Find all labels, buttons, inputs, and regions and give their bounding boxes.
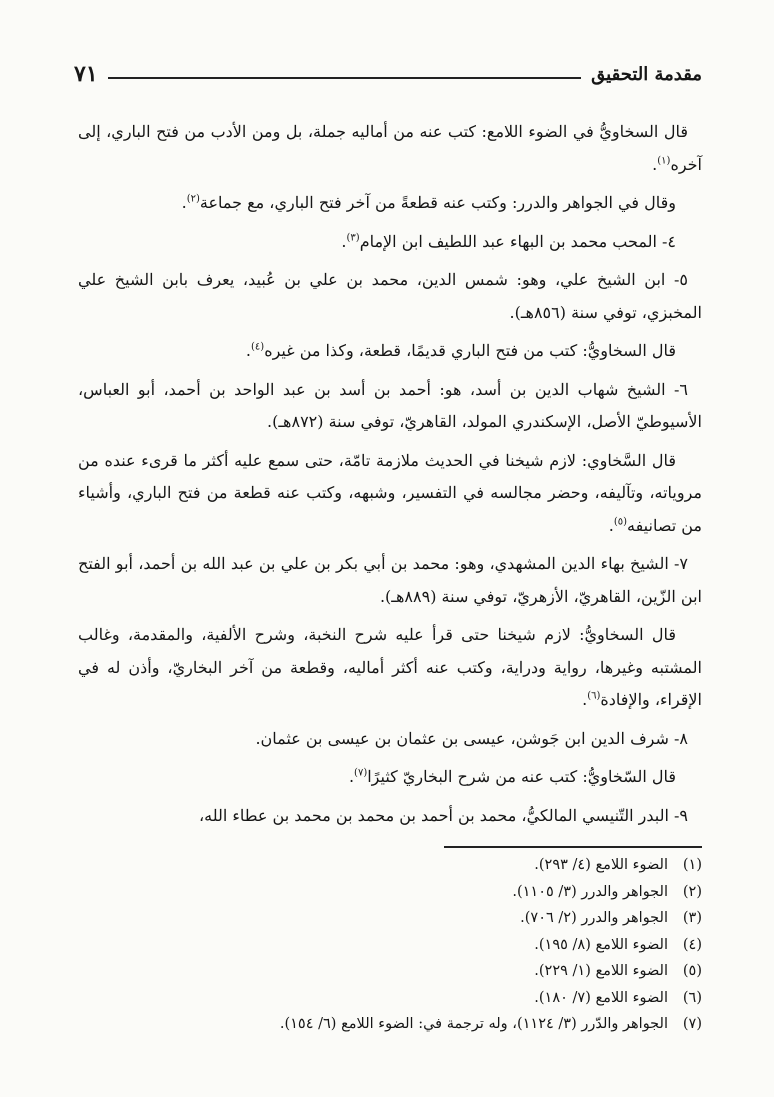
footnote-ref: (٧)	[354, 767, 368, 779]
footnote-number: (٦)	[682, 989, 702, 1006]
footnote-ref: (٤)	[251, 341, 265, 353]
footnote-text: الضوء اللامع (٤/ ٢٩٣).	[534, 857, 668, 873]
footnote-text: الضوء اللامع (١/ ٢٢٩).	[534, 963, 668, 979]
page-number: ٧١	[74, 61, 98, 87]
footnote	[150, 932, 702, 959]
paragraph: وقال في الجواهر والدرر: وكتب عنه قطعةً من آخر فتح الباري، مع جماعة$^{(٢)}$.	[181, 193, 676, 212]
footnote-separator	[444, 846, 702, 848]
footnote-ref: (٦)	[587, 690, 601, 702]
paragraph: قال السخاويُّ: كتب من فتح الباري قديمًا، قطعة، وكذا من غيره$^{(٤)}$.	[245, 341, 676, 360]
footnote-text: الضوء اللامع (٨/ ١٩٥).	[534, 936, 668, 953]
footnote-text: الجواهر والدّرر (٣/ ١١٢٤)، وله ترجمة في: الضوء اللامع (٦/ ١٥٤).	[279, 1016, 668, 1032]
footnote-text: الجواهر والدرر (٣/ ١١٠٥).	[512, 883, 668, 900]
paragraph: ٤- المحب محمد بن البهاء عبد اللطيف ابن الإمام$^{(٣)}$.	[341, 231, 676, 251]
footnote-ref: (٥)	[613, 516, 627, 528]
footnote	[150, 1011, 702, 1038]
header-rule	[108, 77, 582, 79]
paragraph: ٧- الشيخ بهاء الدين المشهدي، وهو: محمد بن أبي بكر بن علي بن عبد الله بن أحمد، أبو الفتح ابن الزّين، القاهريّ، الأزهريّ، توفي سنة (٨٨٩هـ).	[78, 554, 702, 606]
footnotes	[150, 852, 702, 1038]
paragraph: ٥- ابن الشيخ علي، وهو: شمس الدين، محمد بن علي بن عُبيد، يعرف بابن الشيخ علي المخبزي، توفي سنة (٨٥٦هـ).	[78, 270, 702, 322]
footnote-number: (٧)	[682, 1016, 702, 1032]
footnote	[150, 985, 702, 1012]
footnote	[150, 879, 702, 906]
footnote	[150, 958, 702, 985]
footnote-number: (١)	[682, 857, 702, 873]
footnote-number: (٥)	[682, 963, 702, 979]
paragraph: ٩- البدر التّنيسي المالكيُّ، محمد بن أحمد بن محمد بن محمد بن عطاء الله،	[198, 805, 688, 825]
footnote-ref: (٣)	[346, 232, 360, 244]
footnote-text: الجواهر والدرر (٢/ ٧٠٦).	[520, 910, 668, 926]
footnote-text: الضوء اللامع (٧/ ١٨٠).	[534, 989, 668, 1006]
paragraph: قال السّخاويُّ: كتب عنه من شرح البخاريّ كثيرًا$^{(٧)}$.	[348, 767, 676, 786]
footnote-number: (٣)	[682, 910, 702, 926]
footnote	[150, 852, 702, 879]
footnote-number: (٤)	[682, 936, 702, 953]
chapter-title: مقدمة التحقيق	[591, 63, 702, 85]
footnote	[150, 905, 702, 932]
paragraph: قال السخاويُّ: لازم شيخنا حتى قرأ عليه شرح النخبة، وشرح الألفية، والمقدمة، وغالب المشتبه وغيرها، رواية ودراية، وكتب عنه أكثر أماليه، وقطعة من آخر البخاريّ، وأذن له في الإقراء، والإفادة$^{(٦)}$.	[78, 625, 702, 709]
paragraph: قال السَّخاوي: لازم شيخنا في الحديث ملازمة تامّة، حتى سمع عليه أكثر ما قرىء عنده من مروياته، وتآليفه، وحضر مجالسه في التفسير، وشبهه، وكتب عنه قطعة من فتح الباري، وأشياء من تصانيفه$^{(٥)}$.	[78, 450, 702, 535]
footnote-number: (٢)	[682, 883, 702, 900]
footnote-ref: (١)	[657, 155, 671, 167]
main-text	[78, 116, 702, 838]
paragraph: ٨- شرف الدين ابن جَوشن، عيسى بن عثمان بن عيسى بن عثمان.	[255, 728, 688, 748]
footnote-ref: (٢)	[186, 193, 200, 205]
running-header	[74, 58, 702, 90]
paragraph: قال السخاويُّ في الضوء اللامع: كتب عنه من أماليه جملة، بل ومن الأدب من فتح الباري، إلى آخره$^{(١)}$.	[78, 122, 702, 174]
paragraph: ٦- الشيخ شهاب الدين بن أسد، هو: أحمد بن أسد بن عبد الواحد بن أحمد، أبو العباس، الأسيوطيّ الأصل، الإسكندري المولد، القاهريّ، توفي سنة (٨٧٢هـ).	[78, 379, 702, 431]
